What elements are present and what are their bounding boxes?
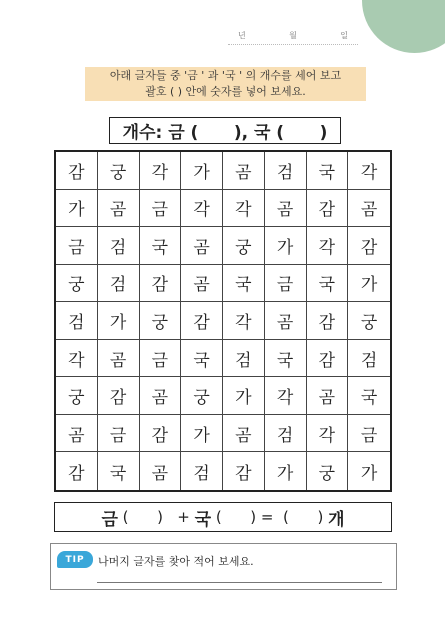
grid-cell: 감 bbox=[140, 265, 182, 303]
grid-cell: 금 bbox=[348, 415, 390, 453]
grid-cell: 검 bbox=[98, 265, 140, 303]
grid-cell: 금 bbox=[140, 340, 182, 378]
grid-cell: 각 bbox=[56, 340, 98, 378]
tip-answer-line[interactable] bbox=[97, 582, 382, 583]
grid-cell: 검 bbox=[265, 152, 307, 190]
corner-decoration-circle bbox=[362, 0, 445, 53]
grid-cell: 곰 bbox=[181, 227, 223, 265]
grid-cell: 각 bbox=[265, 377, 307, 415]
date-rule bbox=[228, 44, 358, 45]
grid-cell: 각 bbox=[181, 190, 223, 228]
grid-cell: 곰 bbox=[265, 302, 307, 340]
instruction-line-2: 괄호 ( ) 안에 숫자를 넣어 보세요. bbox=[145, 85, 306, 98]
count-answer-box bbox=[109, 117, 341, 144]
grid-cell: 가 bbox=[56, 190, 98, 228]
grid-cell: 궁 bbox=[181, 377, 223, 415]
grid-cell: 각 bbox=[307, 415, 349, 453]
grid-cell: 금 bbox=[56, 227, 98, 265]
grid-cell: 궁 bbox=[140, 302, 182, 340]
grid-cell: 검 bbox=[223, 340, 265, 378]
grid-cell: 감 bbox=[307, 302, 349, 340]
grid-cell: 가 bbox=[181, 152, 223, 190]
grid-cell: 감 bbox=[307, 190, 349, 228]
grid-cell: 검 bbox=[98, 227, 140, 265]
grid-cell: 가 bbox=[265, 452, 307, 490]
grid-cell: 궁 bbox=[56, 265, 98, 303]
grid-cell: 곰 bbox=[223, 415, 265, 453]
grid-cell: 궁 bbox=[307, 452, 349, 490]
grid-cell: 국 bbox=[181, 340, 223, 378]
grid-cell: 가 bbox=[265, 227, 307, 265]
grid-cell: 감 bbox=[98, 377, 140, 415]
grid-cell: 감 bbox=[181, 302, 223, 340]
date-year-label: 년 bbox=[238, 31, 246, 40]
grid-cell: 가 bbox=[181, 415, 223, 453]
grid-cell: 국 bbox=[140, 227, 182, 265]
grid-cell: 곰 bbox=[140, 377, 182, 415]
grid-cell: 궁 bbox=[223, 227, 265, 265]
grid-cell: 감 bbox=[307, 340, 349, 378]
sum-part-1: ( ) + bbox=[117, 508, 195, 526]
grid-cell: 곰 bbox=[348, 190, 390, 228]
sum-part-2: ( ) = ( ) bbox=[211, 508, 329, 526]
tip-badge-label: TIP bbox=[65, 554, 85, 565]
grid-cell: 국 bbox=[307, 265, 349, 303]
grid-cell: 검 bbox=[181, 452, 223, 490]
date-line bbox=[228, 30, 358, 41]
grid-cell: 곰 bbox=[265, 190, 307, 228]
date-month-label: 월 bbox=[289, 31, 297, 40]
instruction-line-1: 아래 글자들 중 '금 ' 과 '국 ' 의 개수를 세어 보고 bbox=[109, 69, 342, 82]
letter-grid bbox=[54, 150, 392, 492]
grid-cell: 감 bbox=[140, 415, 182, 453]
grid-cell: 각 bbox=[223, 302, 265, 340]
grid-cell: 곰 bbox=[140, 452, 182, 490]
grid-cell: 금 bbox=[265, 265, 307, 303]
grid-cell: 궁 bbox=[98, 152, 140, 190]
date-day-label: 일 bbox=[340, 31, 348, 40]
grid-cell: 감 bbox=[223, 452, 265, 490]
tip-badge-icon bbox=[57, 551, 93, 568]
grid-cell: 국 bbox=[98, 452, 140, 490]
tip-text: 나머지 글자를 찾아 적어 보세요. bbox=[98, 555, 254, 568]
grid-cell: 가 bbox=[348, 265, 390, 303]
grid-cell: 국 bbox=[265, 340, 307, 378]
grid-cell: 가 bbox=[360, 463, 378, 484]
grid-cell: 곰 bbox=[98, 190, 140, 228]
grid-cell: 가 bbox=[223, 377, 265, 415]
tip-box bbox=[50, 543, 397, 590]
grid-cell: 곰 bbox=[181, 265, 223, 303]
grid-cell: 금 bbox=[98, 415, 140, 453]
grid-cell: 검 bbox=[348, 340, 390, 378]
grid-cell: 국 bbox=[307, 152, 349, 190]
sum-guk-label: 국 bbox=[194, 509, 212, 530]
grid-cell: 각 bbox=[140, 152, 182, 190]
grid-cell: 궁 bbox=[348, 302, 390, 340]
grid-cell: 감 bbox=[348, 227, 390, 265]
grid-cell: 곰 bbox=[307, 377, 349, 415]
grid-cell: 곰 bbox=[56, 415, 98, 453]
sum-geum-label: 금 bbox=[101, 509, 118, 530]
grid-cell: 검 bbox=[56, 302, 98, 340]
grid-cell: 각 bbox=[223, 190, 265, 228]
grid-cell: 감 bbox=[56, 152, 98, 190]
grid-cell: 가 bbox=[98, 302, 140, 340]
grid-cell: 각 bbox=[307, 227, 349, 265]
grid-cell: 금 bbox=[140, 190, 182, 228]
sum-answer-box bbox=[54, 502, 392, 532]
grid-cell: 국 bbox=[223, 265, 265, 303]
instruction-box bbox=[85, 67, 366, 101]
grid-cell: 국 bbox=[348, 377, 390, 415]
grid-cell: 곰 bbox=[98, 340, 140, 378]
grid-cell: 곰 bbox=[223, 152, 265, 190]
grid-cell: 감 bbox=[56, 452, 98, 490]
grid-cell: 검 bbox=[265, 415, 307, 453]
count-answer-text: 개수: 금 ( ), 국 ( ) bbox=[122, 123, 328, 143]
grid-cell: 궁 bbox=[56, 377, 98, 415]
grid-cell: 각 bbox=[348, 152, 390, 190]
sum-unit-label: 개 bbox=[328, 509, 345, 530]
